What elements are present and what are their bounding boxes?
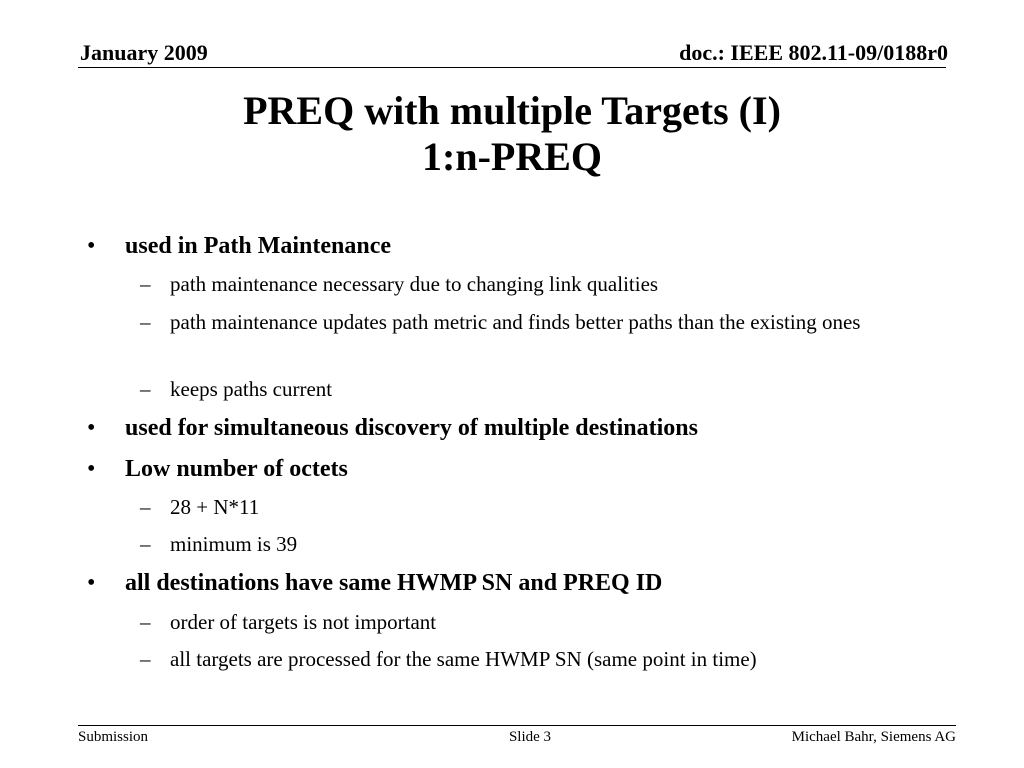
sub-bullet-marker: – (140, 272, 151, 296)
sub-bullet-item (140, 529, 930, 559)
bullet-marker: • (87, 233, 96, 259)
sub-bullet-item (140, 607, 930, 637)
sub-bullet-text: 28 + N*11 (170, 495, 260, 519)
sub-bullet-text: minimum is 39 (170, 532, 298, 556)
footer-submission: Submission (78, 729, 149, 745)
bullet-text: used in Path Maintenance (125, 233, 392, 259)
slide-title-line-2: 1:n-PREQ (422, 134, 602, 179)
sub-bullet-marker: – (140, 310, 151, 334)
sub-bullet-item (140, 644, 930, 674)
sub-bullet-text: all targets are processed for the same HWMP SN (same point in time) (170, 647, 757, 671)
slide-title-line-1: PREQ with multiple Targets (I) (243, 88, 781, 133)
sub-bullet-marker: – (140, 647, 151, 671)
sub-bullet-item (140, 307, 930, 337)
sub-bullet-text: keeps paths current (170, 377, 333, 401)
bullet-text: Low number of octets (125, 456, 348, 482)
bullet-text: used for simultaneous discovery of multiple destinations (125, 415, 698, 441)
bullet-marker: • (87, 415, 96, 441)
bullet-item (87, 231, 955, 261)
sub-bullet-item (140, 492, 930, 522)
sub-bullet-text: path maintenance updates path metric and finds better paths than the existing ones (170, 310, 861, 334)
footer-author: Michael Bahr, Siemens AG (791, 729, 956, 745)
sub-bullet-text: path maintenance necessary due to changing link qualities (170, 272, 659, 296)
bullet-item (87, 413, 955, 443)
bullet-marker: • (87, 570, 96, 596)
bullet-item (87, 568, 955, 598)
sub-bullet-marker: – (140, 532, 151, 556)
header-date: January 2009 (80, 40, 208, 65)
bullet-marker: • (87, 456, 96, 482)
footer-rule (78, 725, 956, 726)
sub-bullet-item (140, 374, 930, 404)
bullet-item (87, 454, 955, 484)
header-doc-id: doc.: IEEE 802.11-09/0188r0 (679, 40, 948, 65)
bullet-text: all destinations have same HWMP SN and PREQ ID (125, 570, 663, 596)
sub-bullet-item (140, 269, 930, 299)
sub-bullet-text: order of targets is not important (170, 610, 437, 634)
footer-slide-number: Slide 3 (508, 729, 552, 745)
sub-bullet-marker: – (140, 377, 151, 401)
sub-bullet-marker: – (140, 495, 151, 519)
sub-bullet-marker: – (140, 610, 151, 634)
